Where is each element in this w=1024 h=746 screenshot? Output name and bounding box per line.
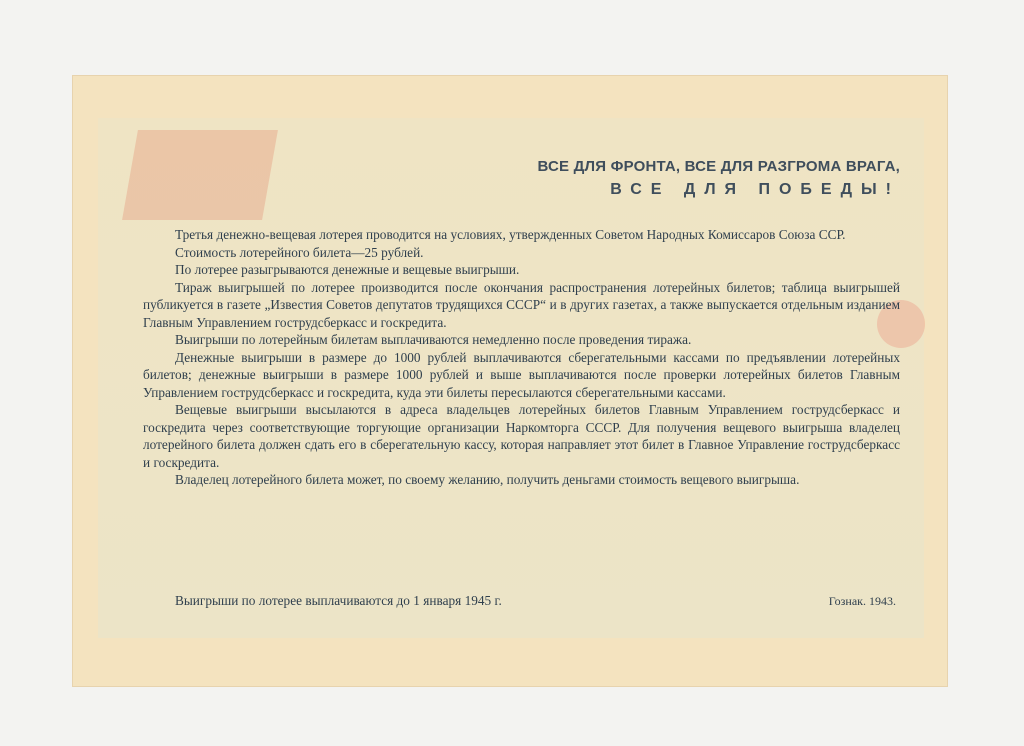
terms-paragraph: Вещевые выигрыши высылаются в адреса владельцев лотерейных билетов Главным Управлением гострудсберкасс и госкредита через соответствующие торгующие организации Наркомторга СССР. Для получения вещевого выигрыша владелец лотерейного билета должен сдать его в сберегательную кассу, которая направляет этот билет в Главное Управление гострудсберкасс и госкредита.: [143, 402, 900, 470]
headline-line-1: ВСЕ ДЛЯ ФРОНТА, ВСЕ ДЛЯ РАЗГРОМА ВРАГА,: [537, 158, 900, 175]
printer-mark: Гознак. 1943.: [828, 594, 896, 608]
payout-deadline-text: Выигрыши по лотерее выплачиваются до 1 января 1945 г.: [175, 593, 502, 608]
terms-paragraph: Стоимость лотерейного билета—25 рублей.: [175, 244, 424, 260]
terms-paragraph: Третья денежно-вещевая лотерея проводится на условиях, утвержденных Советом Народных Комиссаров Союза ССР.: [175, 227, 846, 242]
faded-red-print-mark: [122, 130, 278, 220]
terms-paragraph: Владелец лотерейного билета может, по своему желанию, получить деньгами стоимость вещевого выигрыша.: [175, 472, 800, 487]
terms-paragraph: Тираж выигрышей по лотерее производится после окончания распространения лотерейных билетов; таблица выигрышей публикуется в газете „Известия Советов депутатов трудящихся СССР“ и в других газетах, а также выпускается отдельным изданием Главным Управлением гострудсберкасс и госкредита.: [143, 279, 900, 330]
ticket-footer: [143, 593, 900, 609]
ticket-terms-text: [143, 226, 900, 489]
terms-paragraph: Денежные выигрыши в размере до 1000 рублей выплачиваются сберегательными кассами по предъявлении лотерейных билетов; денежные выигрыши в размере 1000 рублей и выше выплачиваются после проверки лотерейных билетов Главным Управлением гострудсберкасс и госкредита, куда эти билеты пересылаются сберегательными кассами.: [143, 349, 900, 400]
headline-line-2: ВСЕ ДЛЯ ПОБЕДЫ!: [610, 181, 900, 198]
terms-paragraph: Выигрыши по лотерейным билетам выплачиваются немедленно после проведения тиража.: [175, 332, 692, 347]
terms-paragraph: По лотерее разыгрываются денежные и вещевые выигрыши.: [175, 262, 520, 277]
ticket-headline: [500, 158, 900, 199]
